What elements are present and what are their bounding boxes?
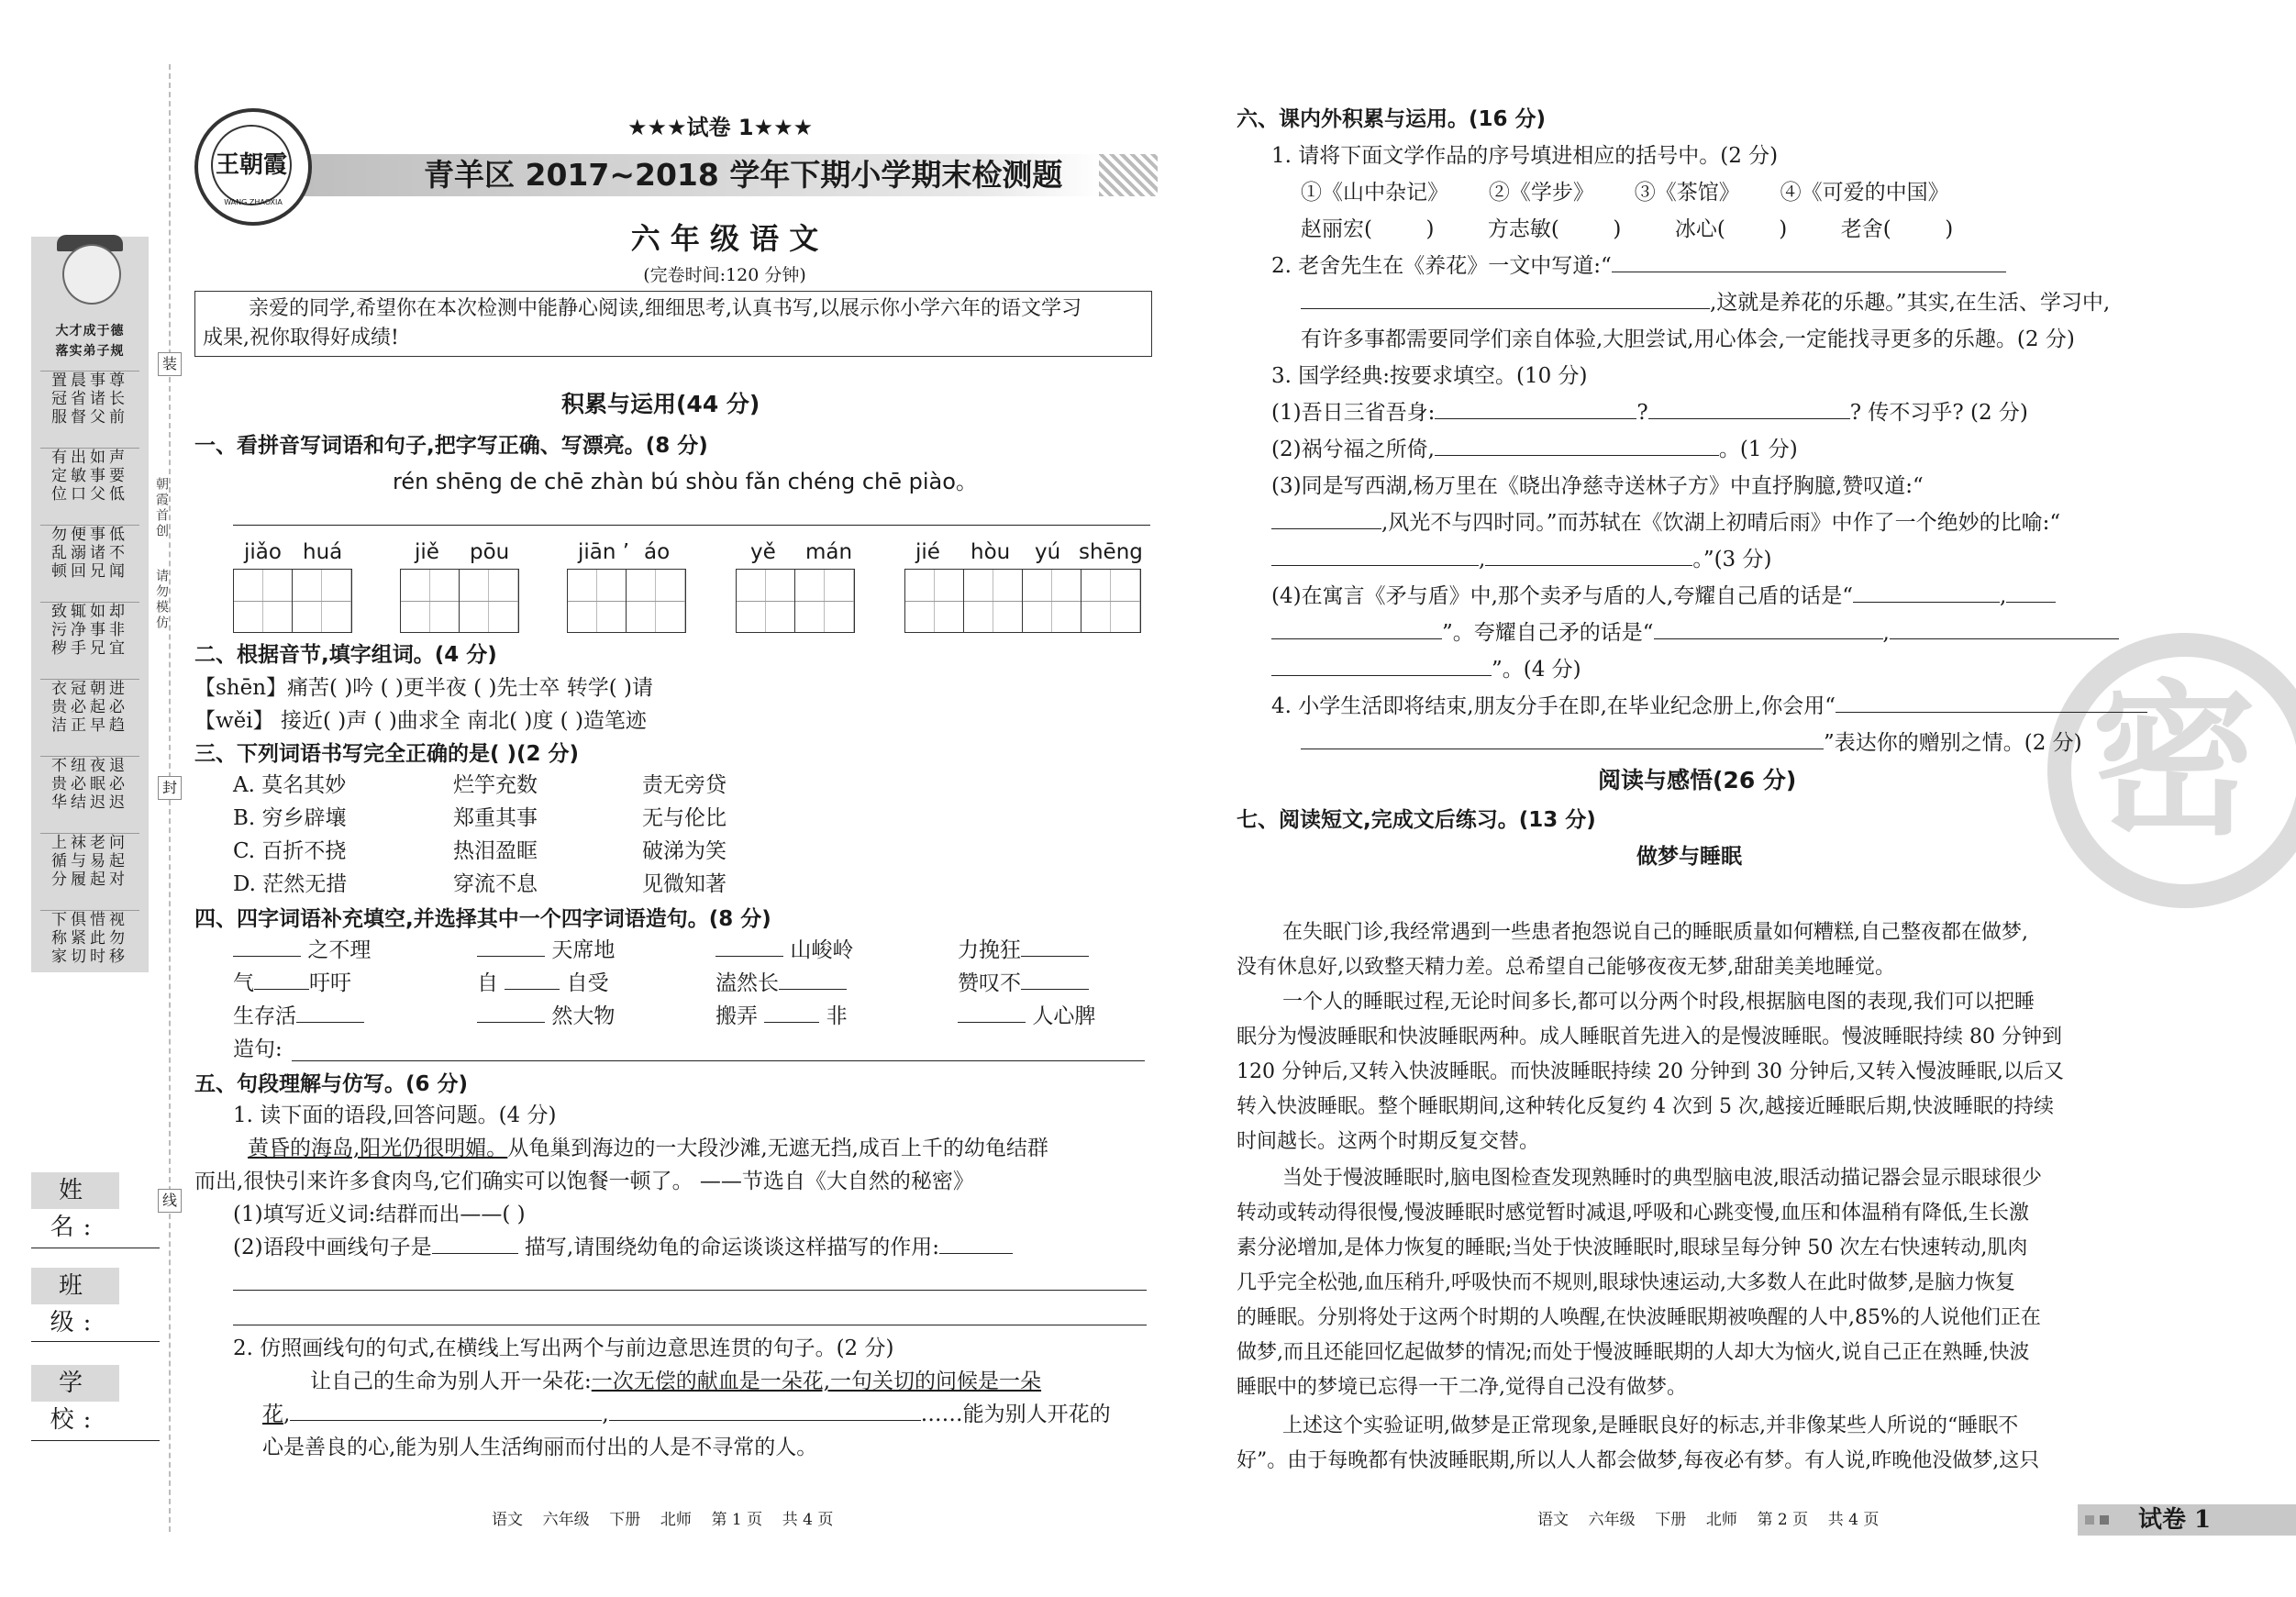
q6-3-4-c: ”。(4 分): [1271, 655, 1581, 684]
essay-line: 几乎完全松弛,血压稍升,呼吸快而不规则,眼球快速运动,大多数人在此时做梦,是脑力恢复: [1237, 1271, 2015, 1294]
writing-grid[interactable]: [904, 569, 1141, 633]
essay-line: 转动或转动得很慢,慢波睡眠时感觉暂时减退,呼吸和心跳变慢,血压和体温稍有降低,生长激: [1237, 1202, 2029, 1225]
q5-underlined-sentence: 黄昏的海岛,阳光仍很明媚。: [248, 1137, 508, 1160]
q3-option-word: 烂竽充数: [453, 773, 538, 797]
q4-blank[interactable]: [233, 936, 301, 957]
pinyin: jiě: [415, 540, 439, 564]
q4-item: 溘然长: [715, 969, 847, 998]
title-hatch-decoration: [1099, 154, 1158, 196]
q3-heading: 三、下列词语书写完全正确的是( )(2 分): [194, 742, 580, 766]
vertical-note-1: 朝霞首创: [154, 477, 169, 539]
q3-option-word: 责无旁贷: [642, 773, 727, 797]
rule-group: 有出如声 定敏事要 位口父低: [40, 448, 139, 504]
rule-group: 致辄如却 污净事非 秽手兄宜: [40, 602, 139, 658]
q4-blank[interactable]: [254, 969, 309, 990]
q5-2-line-1: 让自己的生命为别人开一朵花:一次无偿的献血是一朵花,一句关切的问候是一朵: [310, 1370, 1042, 1393]
q4-blank[interactable]: [505, 969, 560, 990]
q6-3-blank[interactable]: [1271, 618, 1442, 639]
q6-3-3: (3)同是写西湖,杨万里在《晓出净慈寺送林子方》中直抒胸臆,赞叹道:“: [1271, 474, 1924, 498]
q6-4-blank[interactable]: [1836, 692, 2147, 713]
q3-option-word: 无与伦比: [642, 806, 727, 830]
q1-sentence-answer-line[interactable]: [233, 525, 1150, 526]
essay-line: 在失眠门诊,我经常遇到一些患者抱怨说自己的睡眠质量如何糟糕,自己整夜都在做梦,: [1282, 921, 2028, 944]
rule-group: 勿便事低 乱溺诸不 顿回兄闻: [40, 525, 139, 581]
q4-item: 人心脾: [958, 1002, 1095, 1031]
writing-grid[interactable]: [400, 569, 519, 633]
notice-line-1: 亲爱的同学,希望你在本次检测中能静心阅读,细细思考,认真书写,以展示你小学六年的语文学习: [249, 297, 1081, 320]
q3-option-word: 热泪盈眶: [453, 839, 538, 863]
q5-2-line-2: 花, , ……能为别人开花的: [262, 1400, 1111, 1429]
stamp-char: 密: [2091, 664, 2257, 858]
badge-label: 试卷 1: [2138, 1506, 2212, 1534]
q6-3-blank[interactable]: [1271, 655, 1492, 676]
q4-item: 力挽狂: [958, 936, 1089, 965]
motto-line-2: 落实弟子规: [55, 344, 125, 359]
q5-sub-2: (2)语段中画线句子是 描写,请围绕幼龟的命运谈谈这样描写的作用:: [233, 1233, 1013, 1262]
q5-2-blank[interactable]: [290, 1400, 602, 1421]
badge-square-icon: [2085, 1515, 2094, 1525]
writing-grid[interactable]: [736, 569, 855, 633]
q6-4-blank[interactable]: [1301, 728, 1824, 749]
q6-3-blank[interactable]: [1435, 398, 1636, 419]
q1-sentence-pinyin: rén shēng de chē zhàn bú shòu fǎn chéng chē piào。: [393, 469, 978, 494]
essay-line: 好”。由于每晚都有快波睡眠期,所以人人都会做梦,每夜必有梦。有人说,昨晚他没做梦,这只: [1237, 1449, 2040, 1472]
q6-heading: 六、课内外积累与运用。(16 分): [1237, 107, 1547, 131]
q1-heading: 一、看拼音写词语和句子,把字写正确、写漂亮。(8 分): [194, 434, 708, 458]
q4-item: 天席地: [477, 936, 615, 965]
q4-blank[interactable]: [715, 936, 783, 957]
q5-paragraph-line-1: 黄昏的海岛,阳光仍很明媚。从龟巢到海边的一大段沙滩,无遮无挡,成百上千的幼龟结群: [248, 1137, 1048, 1160]
q2-row-1: 【shēn】痛苦( )吟 ( )更半夜 ( )先士卒 转学( )请: [194, 676, 654, 700]
q2-row-2: 【wěi】 接近( )声 ( )曲求全 南北( )度 ( )造笔迹: [194, 709, 647, 733]
q6-2-blank[interactable]: [1301, 288, 1710, 309]
q5-heading: 五、句段理解与仿写。(6 分): [194, 1072, 469, 1096]
essay-line: 眠分为慢波睡眠和快波睡眠两种。成人睡眠首先进入的是慢波睡眠。慢波睡眠持续 80 分钟到: [1237, 1026, 2062, 1048]
q4-blank[interactable]: [779, 969, 847, 990]
q6-3-blank[interactable]: [1271, 545, 1479, 566]
q4-item: 然大物: [477, 1002, 615, 1031]
q3-option-c: C. 百折不挠: [233, 839, 347, 863]
q5-blank[interactable]: [432, 1233, 518, 1254]
q5-2-line-3: 心是善良的心,能为别人生活绚丽而付出的人是不寻常的人。: [262, 1436, 818, 1459]
q6-3-heading: 3. 国学经典:按要求填空。(10 分): [1271, 364, 1588, 388]
school-input-line[interactable]: [31, 1440, 160, 1441]
q4-blank[interactable]: [1021, 936, 1089, 957]
q3-option-word: 郑重其事: [453, 806, 538, 830]
q4-blank[interactable]: [1021, 969, 1089, 990]
exam-time: (完卷时间:120 分钟): [643, 265, 806, 285]
q6-3-blank[interactable]: [1271, 508, 1381, 529]
q4-blank[interactable]: [296, 1002, 364, 1023]
q4-item: 之不理: [233, 936, 371, 965]
q3-option-word: 见微知著: [642, 872, 727, 896]
rule-group: 不纽夜退 贵必眠必 华结迟迟: [40, 756, 139, 812]
essay-line: 时间越长。这两个时期反复交替。: [1237, 1130, 1540, 1153]
motto-line-1: 大才成于德: [55, 324, 125, 338]
part1-heading: 积累与运用(44 分): [561, 391, 760, 417]
essay-line: 上述这个实验证明,做梦是正常现象,是睡眠良好的标志,并非像某些人所说的“睡眠不: [1282, 1414, 2019, 1437]
subject-title: 六 年 级 语 文: [630, 221, 819, 256]
q6-3-blank[interactable]: [1648, 398, 1850, 419]
q4-blank[interactable]: [764, 1002, 819, 1023]
rule-group: 下俱惜视 称紧此勿 家切时移: [40, 910, 139, 966]
pinyin: jiān ’: [578, 540, 630, 564]
q5-2-blank[interactable]: [609, 1400, 921, 1421]
essay-title: 做梦与睡眠: [1636, 845, 1742, 869]
q6-3-1: (1)吾日三省吾身: ? ? 传不习乎? (2 分): [1271, 398, 2028, 427]
q5-blank[interactable]: [939, 1233, 1013, 1254]
name-label: 姓 名:: [31, 1172, 119, 1209]
exam-tag: ★★★试卷 1★★★: [627, 115, 814, 140]
vertical-note-2: 请勿模仿: [154, 569, 169, 631]
q2-heading: 二、根据音节,填字组词。(4 分): [194, 643, 497, 667]
writing-grid[interactable]: [233, 569, 352, 633]
q4-heading: 四、四字词语补充填空,并选择其中一个四字词语造句。(8 分): [194, 907, 771, 931]
pinyin: shēng: [1079, 540, 1143, 564]
q6-3-blank[interactable]: [1890, 618, 2119, 639]
q4-make-sentence-label: 造句:: [233, 1037, 283, 1061]
pinyin: yú: [1035, 540, 1061, 564]
essay-line: 做梦,而且还能回忆起做梦的情况;而处于慢波睡眠期的人却大为恼火,说自己正在熟睡,快波: [1237, 1341, 2030, 1364]
essay-line: 120 分钟后,又转入快波睡眠。而快波睡眠持续 20 分钟到 30 分钟后,又转入慢波睡眠,以后又: [1237, 1060, 2064, 1083]
seal-char-feng: 封: [158, 776, 182, 800]
q4-item: 自 自受: [477, 969, 609, 998]
school-label: 学 校:: [31, 1365, 119, 1402]
essay-line: 转入快波睡眠。整个睡眠期间,这种转化反复约 4 次到 5 次,越接近睡眠后期,快波睡眠的持续: [1237, 1095, 2054, 1118]
q6-1-heading: 1. 请将下面文学作品的序号填进相应的括号中。(2 分): [1271, 144, 1779, 168]
q6-3-blank[interactable]: [1853, 582, 2000, 603]
essay-line: 没有休息好,以致整天精力差。总希望自己能够夜夜无梦,甜甜美美地睡觉。: [1237, 956, 1895, 979]
essay-line: 一个人的睡眠过程,无论时间多长,都可以分两个时段,根据脑电图的表现,我们可以把睡: [1282, 991, 2035, 1014]
publisher-logo-icon: [194, 108, 312, 226]
essay-line: 睡眠中的梦境已忘得一干二净,觉得自己没有做梦。: [1237, 1376, 1687, 1399]
q7-heading: 七、阅读短文,完成文后练习。(13 分): [1237, 808, 1596, 832]
q3-option-word: 破涕为笑: [642, 839, 727, 863]
class-input-line[interactable]: [31, 1341, 160, 1342]
class-label: 班 级:: [31, 1268, 119, 1304]
pinyin: mán: [805, 540, 853, 564]
q3-option-word: 穿流不息: [453, 872, 538, 896]
notice-line-2: 成果,祝你取得好成绩!: [203, 327, 399, 349]
seal-char-xian: 线: [158, 1189, 182, 1213]
pinyin: jié: [915, 540, 940, 564]
essay-line: 素分泌增加,是体力恢复的睡眠;当处于快波睡眠时,眼球呈每分钟 50 次左右快速转动,肌肉: [1237, 1237, 2028, 1259]
q6-2-line-1: 2. 老舍先生在《养花》一文中写道:“: [1271, 251, 2006, 281]
q6-3-3-c: , 。”(3 分): [1271, 545, 1771, 574]
badge-square-icon: [2100, 1515, 2109, 1525]
rule-group: 上袜老问 循与易起 分履起对: [40, 833, 139, 889]
q5-paragraph-line-2: 而出,很快引来许多食肉鸟,它们确实可以饱餐一顿了。 ——节选自《大自然的秘密》: [194, 1170, 974, 1193]
q6-3-blank[interactable]: [1485, 545, 1692, 566]
q6-3-2: (2)祸兮福之所倚, 。(1 分): [1271, 435, 1798, 464]
logo-sub: WANG ZHAOXIA: [224, 198, 283, 206]
q6-1-works: ①《山中杂记》 ②《学步》 ③《茶馆》 ④《可爱的中国》: [1301, 181, 1949, 205]
pinyin: hòu: [971, 540, 1011, 564]
rule-group: 置晨事尊 冠省诸长 服督父前: [40, 371, 139, 427]
q4-sentence-line[interactable]: [292, 1060, 1145, 1061]
q6-3-blank[interactable]: [1435, 435, 1719, 456]
seal-char-zhuang: 装: [158, 352, 182, 376]
q6-2-blank[interactable]: [1612, 251, 2006, 272]
q4-item: 气 吁吁: [233, 969, 351, 998]
answer-line[interactable]: [233, 1290, 1147, 1291]
q5-1-heading: 1. 读下面的语段,回答问题。(4 分): [233, 1103, 557, 1127]
page-title: 青羊区 2017~2018 学年下期小学期末检测题: [424, 157, 1063, 193]
q6-2-line-3: 有许多事都需要同学们亲自体验,大胆尝试,用心体会,一定能找寻更多的乐趣。(2 分): [1301, 327, 2075, 351]
writing-grid[interactable]: [567, 569, 686, 633]
q6-3-blank[interactable]: [2006, 582, 2056, 603]
q6-4-b: ”表达你的赠别之情。(2 分): [1301, 728, 2082, 758]
q6-1-authors: 赵丽宏( ) 方志敏( ) 冰心( ) 老舍( ): [1301, 217, 1954, 241]
q6-3-3-b: ,风光不与四时同。”而苏轼在《饮湖上初晴后雨》中作了一个绝妙的比喻:“: [1271, 508, 2060, 538]
essay-line: 当处于慢波睡眠时,脑电图检查发现熟睡时的典型脑电波,眼活动描记器会显示眼球很少: [1282, 1167, 2042, 1190]
q3-option-d: D. 茫然无措: [233, 872, 348, 896]
q6-3-blank[interactable]: [1654, 618, 1883, 639]
pinyin: yě: [750, 540, 776, 564]
part2-heading: 阅读与感悟(26 分): [1598, 767, 1797, 793]
q4-item: 搬弄 非: [715, 1002, 848, 1031]
q6-3-4-b: ”。夸耀自己矛的话是“ ,: [1271, 618, 2119, 648]
q5-sub-1: (1)填写近义词:结群而出——( ): [233, 1203, 526, 1226]
q3-option-b: B. 穷乡辟壤: [233, 806, 347, 830]
q4-blank[interactable]: [958, 1002, 1026, 1023]
q5-2-heading: 2. 仿照画线句的句式,在横线上写出两个与前边意思连贯的句子。(2 分): [233, 1336, 894, 1360]
q4-item: 生存活: [233, 1002, 364, 1031]
pinyin: pōu: [470, 540, 510, 564]
q4-item: 赞叹不: [958, 969, 1089, 998]
left-page-footer: 语文 六年级 下册 北师 第 1 页 共 4 页: [492, 1511, 834, 1529]
q4-blank[interactable]: [477, 1002, 545, 1023]
q4-item: 山峻岭: [715, 936, 853, 965]
rule-group: 衣冠朝进 贵必起必 洁正早趋: [40, 679, 139, 735]
pinyin: jiǎo: [244, 540, 282, 564]
q4-blank[interactable]: [477, 936, 545, 957]
notice-box: [194, 291, 1152, 357]
exam-badge: [2078, 1504, 2296, 1536]
mascot-icon: [62, 244, 121, 305]
q6-2-line-2: ,这就是养花的乐趣。”其实,在生活、学习中,: [1301, 288, 2110, 317]
right-page-footer: 语文 六年级 下册 北师 第 2 页 共 4 页: [1537, 1511, 1880, 1529]
q3-option-a: A. 莫名其妙: [233, 773, 347, 797]
pinyin: huá: [303, 540, 343, 564]
pinyin: áo: [644, 540, 671, 564]
sidebar-rules-panel: [31, 237, 149, 972]
q6-3-4: (4)在寓言《矛与盾》中,那个卖矛与盾的人,夸耀自己盾的话是“ ,: [1271, 582, 2056, 611]
essay-line: 的睡眠。分别将处于这两个时期的人唤醒,在快波睡眠期被唤醒的人中,85%的人说他们正在: [1237, 1306, 2041, 1329]
logo-text: 王朝霞: [211, 125, 292, 205]
q6-4: 4. 小学生活即将结束,朋友分手在即,在毕业纪念册上,你会用“: [1271, 692, 2147, 721]
